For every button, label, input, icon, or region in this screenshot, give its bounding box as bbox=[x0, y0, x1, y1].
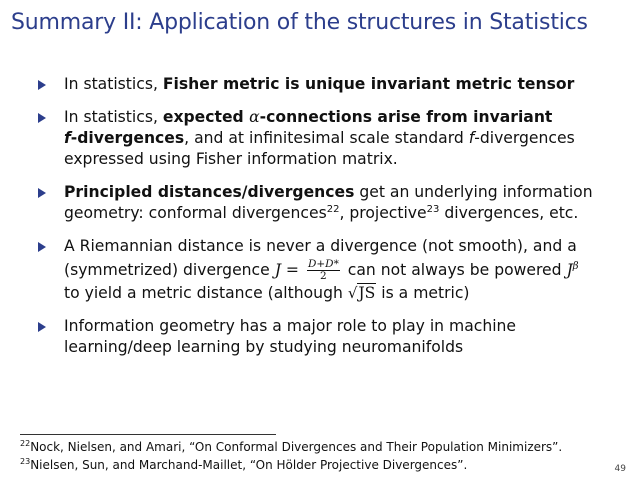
bullet-item-riemannian-distance: A Riemannian distance is never a divergence (not smooth), and a (symmetrized) divergence J = $\frac{D+D*}{2}$ can not always be powered $J^\beta$ to yield a metric distance (although √JS is a metric) bbox=[38, 236, 623, 304]
footnote-divider bbox=[20, 434, 276, 435]
bullet-triangle-icon bbox=[38, 242, 46, 252]
bullet-list bbox=[38, 74, 623, 370]
slide-title: Summary II: Application of the structures in Statistics bbox=[11, 10, 588, 35]
bullet-item-information-geometry: Information geometry has a major role to play in machine learning/deep learning by studying neuromanifolds bbox=[38, 316, 623, 358]
bullet-item-fisher-metric: In statistics, Fisher metric is unique invariant metric tensor bbox=[38, 74, 623, 95]
bullet-triangle-icon bbox=[38, 80, 46, 90]
page-number: 49 bbox=[614, 464, 626, 474]
bullet-triangle-icon bbox=[38, 113, 46, 123]
bullet-triangle-icon bbox=[38, 188, 46, 198]
bullet-item-alpha-connections: In statistics, expected α-connections arise from invariant f-divergences, and at infinitesimal scale standard f-divergences expressed using Fisher information matrix. bbox=[38, 107, 623, 170]
footnote-ref-23[interactable]: 23 bbox=[426, 203, 440, 215]
alpha-symbol: α bbox=[249, 108, 260, 126]
bullet-triangle-icon bbox=[38, 322, 46, 332]
footnote-22: $^{22}$Nock, Nielsen, and Amari, “On Conformal Divergences and Their Population Minimizers”. bbox=[20, 439, 563, 454]
bold-text: Fisher metric is unique invariant metric tensor bbox=[162, 75, 575, 93]
footnote-23: $^{23}$Nielsen, Sun, and Marchand-Maillet, “On Hölder Projective Divergences”. bbox=[20, 457, 468, 472]
bullet-item-principled-divergences: Principled distances/divergences get an underlying information geometry: conformal divergences$^{22}$, projective$^{23}$ divergences, etc. bbox=[38, 182, 623, 224]
footnote-ref-22[interactable]: 22 bbox=[326, 203, 340, 215]
beta-exponent: β bbox=[572, 260, 579, 272]
fraction: $\frac{D+D*}{2}$ bbox=[307, 258, 339, 282]
sqrt-js: √JS bbox=[347, 284, 376, 302]
